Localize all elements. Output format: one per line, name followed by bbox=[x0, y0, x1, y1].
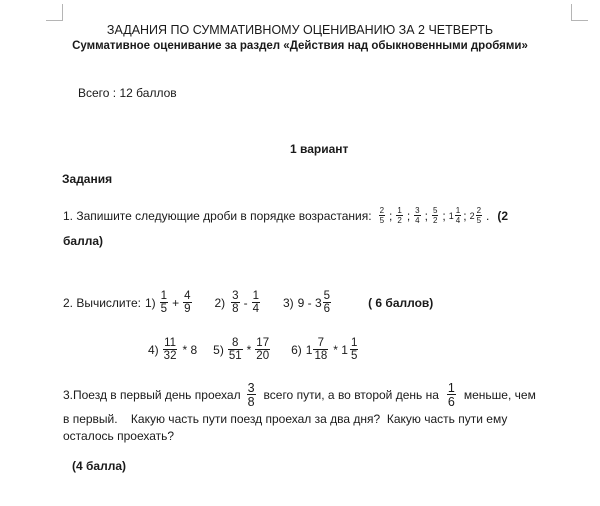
task-3-fraction-1: $\frac{3}{8}$ bbox=[247, 380, 255, 409]
task-3-fraction-2: $\frac{1}{6}$ bbox=[447, 380, 455, 409]
document-title: ЗАДАНИЯ ПО СУММАТИВНОМУ ОЦЕНИВАНИЮ ЗА 2 ЧЕТВЕРТЬ bbox=[106, 23, 494, 37]
task-1-end: . bbox=[486, 209, 490, 223]
task-3-part-2: всего пути, а во второй день на bbox=[263, 388, 439, 402]
separator: ; bbox=[442, 209, 446, 223]
task-3-line-1 bbox=[63, 378, 536, 412]
expression: 9 - 3 bbox=[297, 296, 322, 310]
task-1-fraction-3: $\frac{3}{4}$ bbox=[415, 206, 420, 225]
task-3-part-3: меньше, чем bbox=[463, 388, 536, 402]
task-1-fraction-6: $\frac{2}{5}$ bbox=[476, 206, 482, 225]
task-1-whole-6: 2 bbox=[469, 211, 475, 221]
item-number: 6) bbox=[291, 343, 302, 357]
crop-mark-right-vertical bbox=[571, 4, 572, 20]
task-1-points-open: (2 bbox=[497, 209, 509, 223]
fraction: $\frac{1}{5}$ bbox=[350, 336, 358, 362]
fraction: $\frac{1}{4}$ bbox=[252, 289, 259, 315]
task-1-points-close: балла) bbox=[63, 234, 104, 248]
item-number: 5) bbox=[213, 343, 224, 357]
total-label: Всего : bbox=[78, 86, 117, 100]
total-score bbox=[78, 86, 177, 100]
separator: ; bbox=[463, 209, 467, 223]
fraction: $\frac{1}{5}$ bbox=[160, 289, 168, 315]
task-1-fraction-2: $\frac{1}{2}$ bbox=[397, 206, 402, 225]
task-2-row-1 bbox=[63, 286, 433, 320]
item-number: 2) bbox=[214, 296, 226, 310]
fraction: $\frac{5}{6}$ bbox=[323, 289, 331, 315]
task-1-whole-5: 1 bbox=[448, 211, 454, 221]
task-3-line-2: в первый. Какую часть пути поезд проехал за два дня? Какую часть пути ему bbox=[63, 412, 508, 426]
tasks-heading: Задания bbox=[62, 172, 113, 186]
total-value: 12 баллов bbox=[119, 86, 177, 100]
crop-mark-right-horizontal bbox=[571, 20, 588, 21]
task-1-text: 1. Запишите следующие дроби в порядке возрастания: bbox=[63, 209, 372, 223]
task-2-points: ( 6 баллов) bbox=[368, 296, 434, 310]
task-1-fraction-1: $\frac{2}{5}$ bbox=[379, 206, 385, 225]
separator: ; bbox=[406, 209, 411, 223]
operator: * 1 bbox=[333, 343, 348, 357]
item-number: 3) bbox=[282, 296, 294, 310]
fraction: $\frac{4}{9}$ bbox=[184, 289, 191, 315]
expression: * 8 bbox=[182, 343, 198, 357]
item-number: 4) bbox=[148, 343, 159, 357]
task-1-fraction-4: $\frac{5}{2}$ bbox=[432, 206, 438, 225]
item-number: 1) bbox=[145, 296, 156, 310]
fraction: $\frac{8}{51}$ bbox=[228, 336, 242, 362]
operator: - bbox=[243, 296, 248, 310]
whole-number: 1 bbox=[305, 343, 313, 357]
task-1-fraction-5: $\frac{1}{4}$ bbox=[455, 206, 461, 225]
task-3-points: (4 балла) bbox=[72, 459, 127, 473]
crop-mark-left-horizontal bbox=[46, 20, 63, 21]
task-1 bbox=[63, 203, 508, 229]
fraction: $\frac{17}{20}$ bbox=[256, 336, 270, 362]
operator: + bbox=[172, 296, 180, 310]
separator: ; bbox=[424, 209, 428, 223]
task-3-part-1: 3.Поезд в первый день проехал bbox=[63, 388, 241, 402]
separator: ; bbox=[389, 209, 393, 223]
crop-mark-left-vertical bbox=[62, 4, 63, 20]
fraction: $\frac{3}{8}$ bbox=[232, 289, 239, 315]
fraction: $\frac{7}{18}$ bbox=[314, 336, 328, 362]
fraction: $\frac{11}{32}$ bbox=[163, 336, 177, 362]
variant-heading: 1 вариант bbox=[290, 142, 349, 156]
document-subtitle: Суммативное оценивание за раздел «Действия над обыкновенными дробями» bbox=[72, 40, 528, 52]
task-3-line-3: осталось проехать? bbox=[63, 429, 175, 443]
task-2-row-2 bbox=[148, 333, 359, 367]
operator: * bbox=[246, 343, 252, 357]
task-2-label: 2. Вычислите: bbox=[63, 296, 141, 310]
